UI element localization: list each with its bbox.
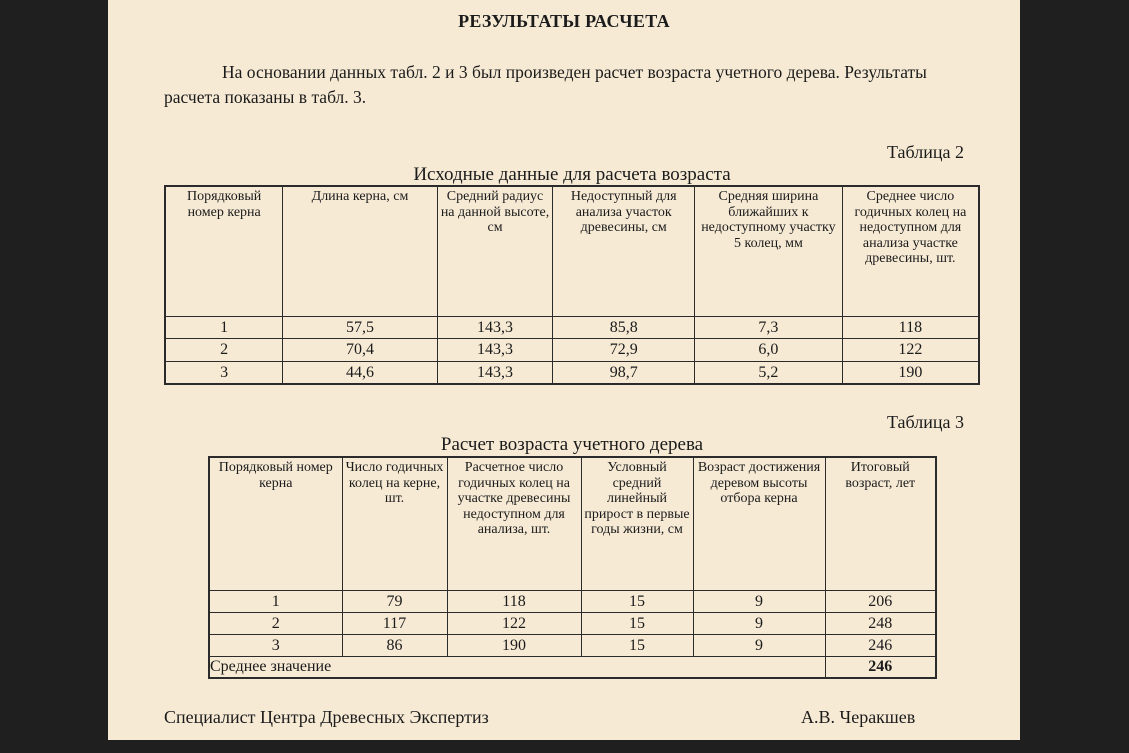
table-cell: 44,6 [283, 361, 437, 384]
table-cell: 117 [342, 612, 447, 634]
table-cell: 143,3 [437, 316, 553, 338]
document-page [108, 0, 1020, 740]
table-cell: 118 [842, 316, 979, 338]
signature-position: Специалист Центра Древесных Экспертиз [164, 707, 489, 727]
table-cell: 1 [209, 590, 342, 612]
table-cell: 122 [842, 338, 979, 361]
mean-value: 246 [825, 656, 936, 678]
document-title: РЕЗУЛЬТАТЫ РАСЧЕТА [458, 11, 670, 31]
table-cell: 2 [209, 612, 342, 634]
table3-header-cell: Возраст достижения деревом высоты отбора керна [693, 457, 825, 590]
table-cell: 190 [447, 634, 581, 656]
mean-label: Среднее значение [209, 656, 825, 678]
table3-header-cell: Порядковый номер керна [209, 457, 342, 590]
table3-header-cell: Условный средний линейный прирост в первые годы жизни, см [581, 457, 693, 590]
table-cell: 246 [825, 634, 936, 656]
table2-label: Таблица 2 [887, 142, 964, 162]
table-cell: 143,3 [437, 361, 553, 384]
table2-caption: Исходные данные для расчета возраста [413, 164, 731, 185]
table-row [165, 338, 979, 361]
table-cell: 70,4 [283, 338, 437, 361]
table3 [208, 456, 937, 679]
table-cell: 79 [342, 590, 447, 612]
table3-caption: Расчет возраста учетного дерева [440, 434, 704, 455]
table-cell: 5,2 [695, 361, 843, 384]
table3-mean-row [209, 656, 936, 678]
table-cell: 190 [842, 361, 979, 384]
table-cell: 15 [581, 590, 693, 612]
table-cell: 9 [693, 612, 825, 634]
table2-header-cell: Средний радиус на данной высоте, см [437, 186, 553, 316]
table-row [209, 634, 936, 656]
table-cell: 2 [165, 338, 283, 361]
table3-header-row [209, 457, 936, 590]
table-cell: 57,5 [283, 316, 437, 338]
table-cell: 9 [693, 634, 825, 656]
table2-header-cell: Среднее число годичных колец на недоступном для анализа участке древесины, шт. [842, 186, 979, 316]
table-cell: 98,7 [553, 361, 695, 384]
table-cell: 9 [693, 590, 825, 612]
table-cell: 143,3 [437, 338, 553, 361]
table-cell: 6,0 [695, 338, 843, 361]
table3-label: Таблица 3 [887, 412, 964, 432]
table2-header-cell: Порядковый номер керна [165, 186, 283, 316]
table-row [165, 316, 979, 338]
table2-header-cell: Длина керна, см [283, 186, 437, 316]
table2-header-cell: Недоступный для анализа участок древесины, см [553, 186, 695, 316]
table-cell: 72,9 [553, 338, 695, 361]
table-cell: 7,3 [695, 316, 843, 338]
signature-name: А.В. Черакшев [801, 707, 916, 727]
table-cell: 15 [581, 612, 693, 634]
table-cell: 3 [209, 634, 342, 656]
table-cell: 118 [447, 590, 581, 612]
table-cell: 1 [165, 316, 283, 338]
table-cell: 86 [342, 634, 447, 656]
table-cell: 206 [825, 590, 936, 612]
table3-header-cell: Расчетное число годичных колец на участке древесины недоступном для анализа, шт. [447, 457, 581, 590]
table-cell: 3 [165, 361, 283, 384]
table3-header-cell: Итоговый возраст, лет [825, 457, 936, 590]
table-cell: 122 [447, 612, 581, 634]
table-cell: 15 [581, 634, 693, 656]
table3-header-cell: Число годичных колец на керне, шт. [342, 457, 447, 590]
intro-paragraph: На основании данных табл. 2 и 3 был произведен расчет возраста учетного дерева. Результаты расчета показаны в табл. 3. [164, 62, 927, 107]
table-cell: 248 [825, 612, 936, 634]
table2 [164, 185, 980, 385]
table-cell: 85,8 [553, 316, 695, 338]
table-row [209, 612, 936, 634]
table-row [209, 590, 936, 612]
table2-header-row [165, 186, 979, 316]
table2-header-cell: Средняя ширина ближайших к недоступному участку 5 колец, мм [695, 186, 843, 316]
table-row [165, 361, 979, 384]
